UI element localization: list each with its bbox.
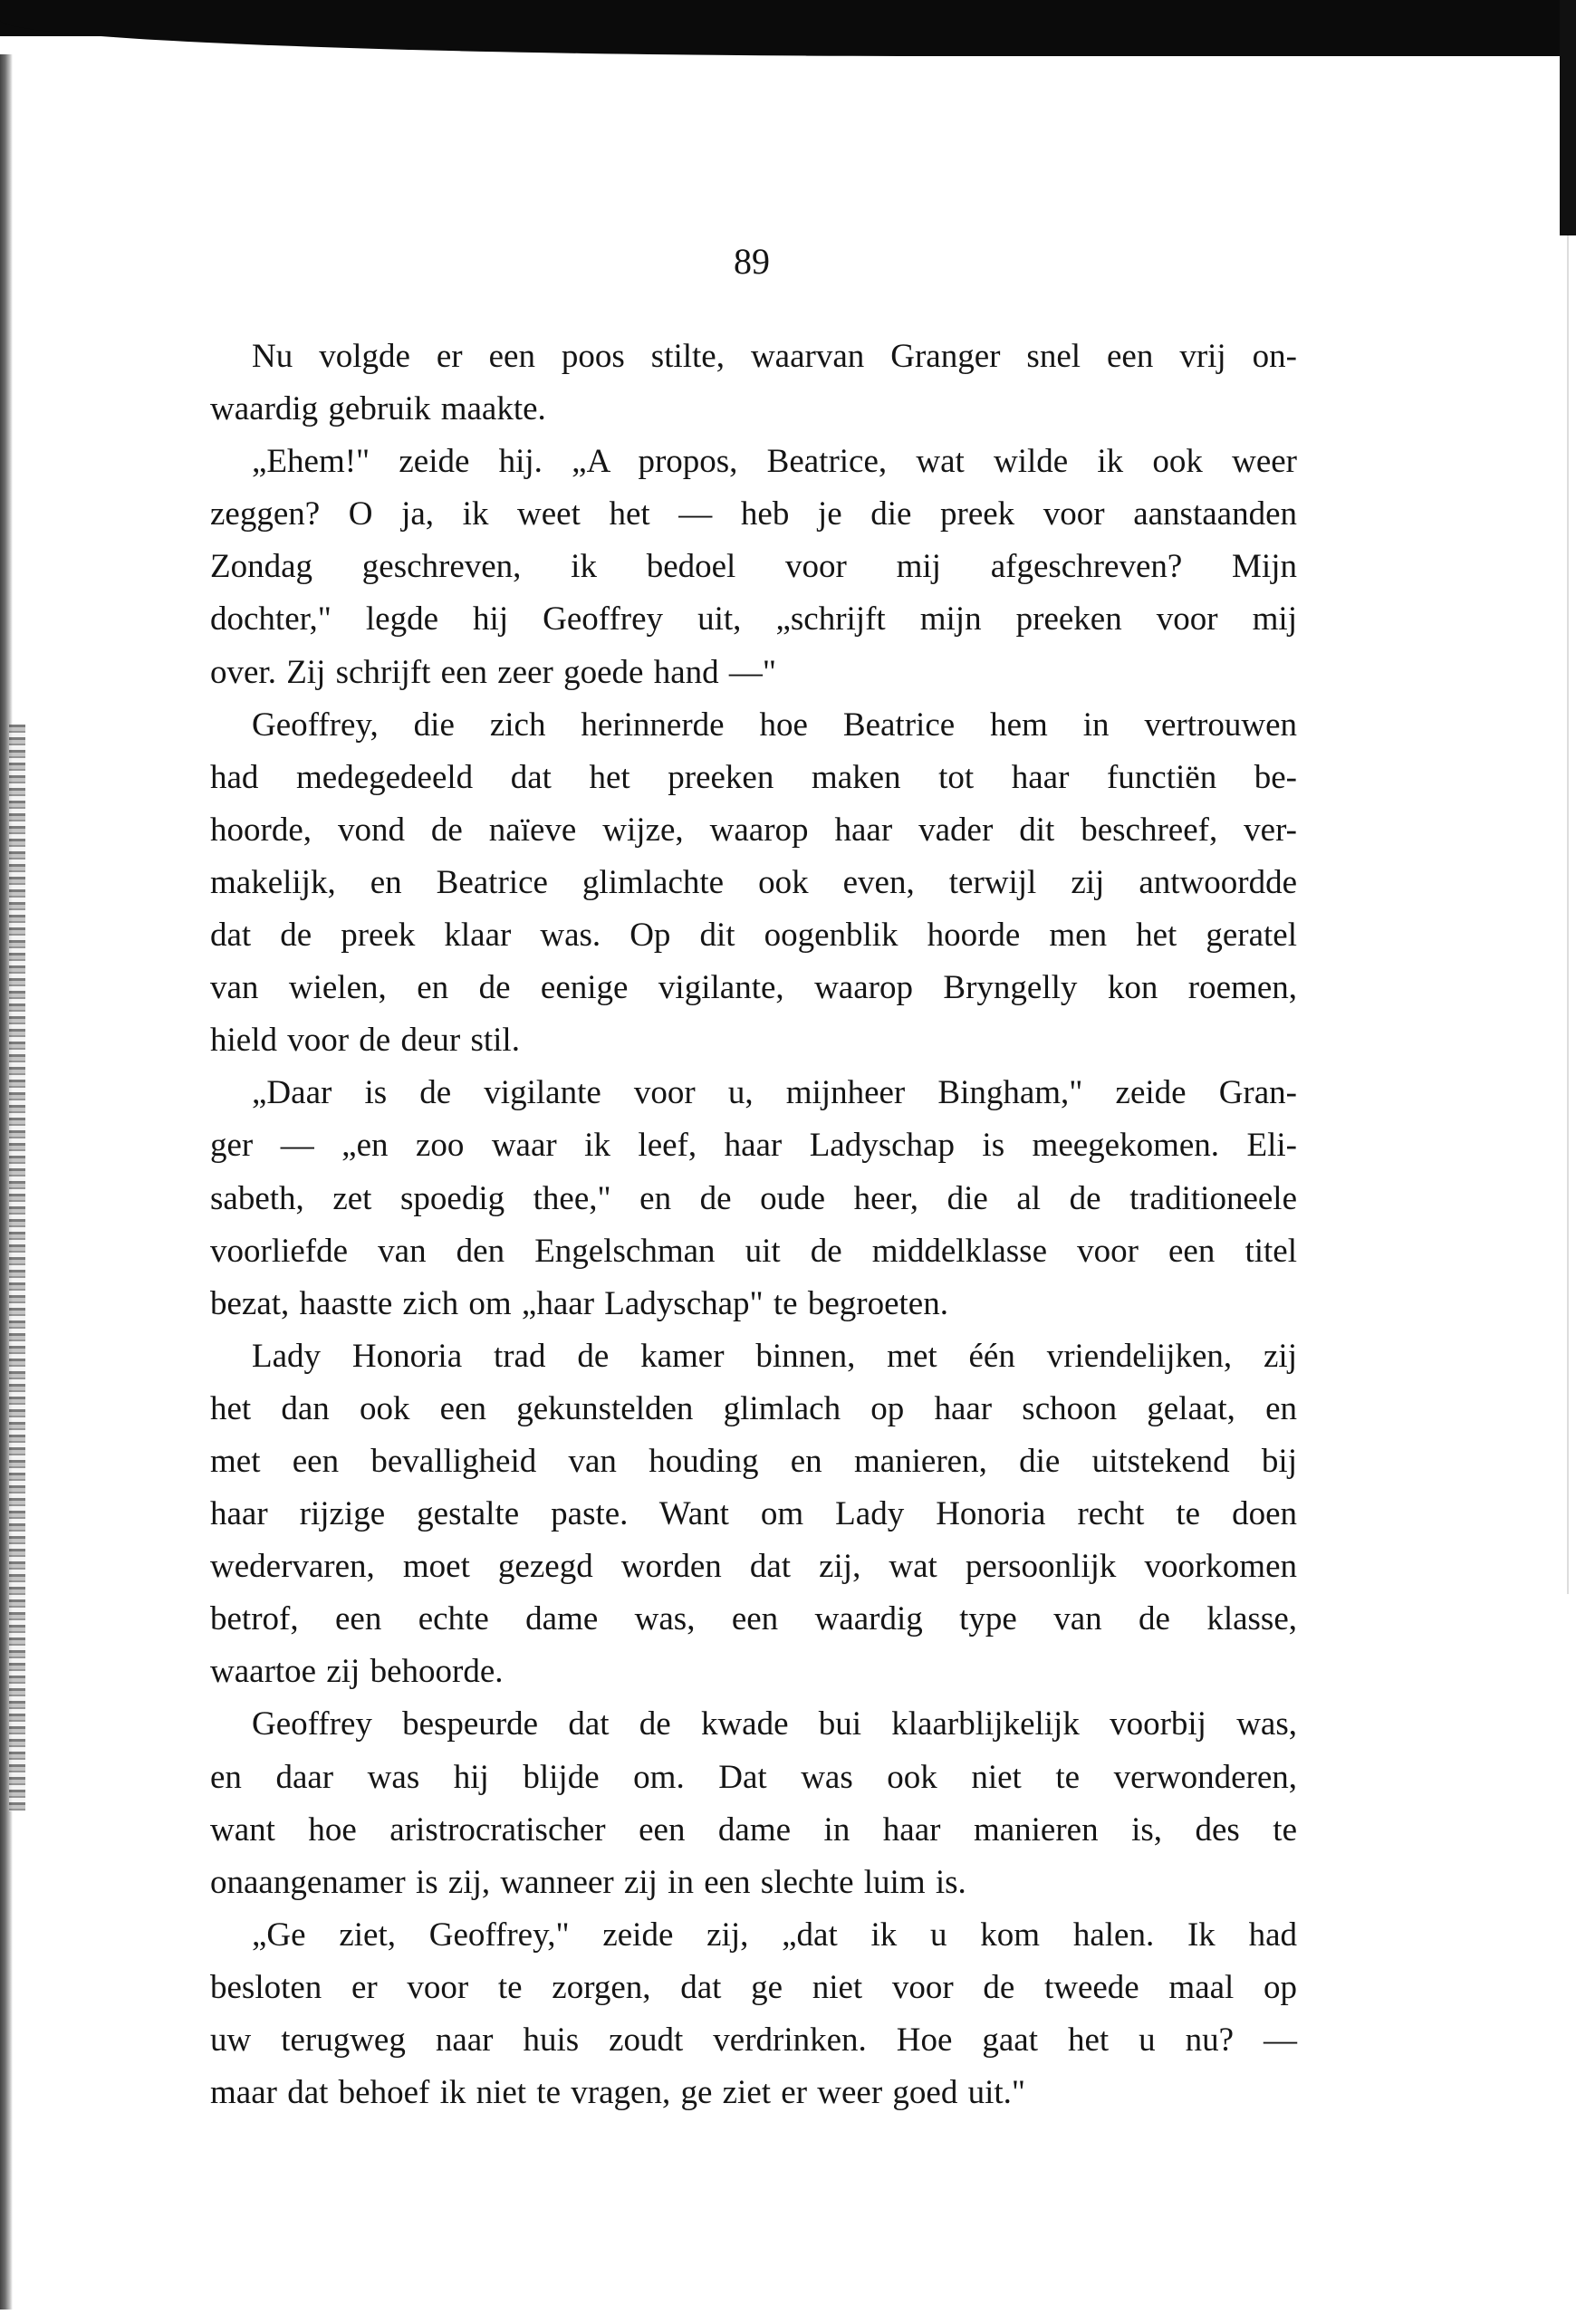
scan-left-binding: [9, 725, 25, 1811]
paragraph: [210, 699, 1297, 1068]
text-line: het dan ook een gekunstelden glimlach op haar schoon gelaat, en: [210, 1389, 1297, 1427]
text-line: Zondag geschreven, ik bedoel voor mij afgeschreven? Mijn: [210, 548, 1297, 586]
paragraph: [210, 331, 1297, 436]
paragraph: [210, 436, 1297, 698]
text-line: zeggen? O ja, ik weet het — heb je die preek voor aanstaanden: [210, 495, 1297, 533]
scan-right-edge: [1560, 0, 1576, 235]
text-line: wedervaren, moet gezegd worden dat zij, wat persoonlijk voorkomen: [210, 1548, 1297, 1586]
text-line: had medegedeeld dat het preeken maken tot haar functiën be-: [210, 758, 1297, 796]
text-line: uw terugweg naar huis zoudt verdrinken. Hoe gaat het u nu? —: [210, 2021, 1297, 2059]
text-line: sabeth, zet spoedig thee," en de oude heer, die al de traditioneele: [210, 1179, 1297, 1217]
text-line: van wielen, en de eenige vigilante, waarop Bryngelly kon roemen,: [210, 969, 1297, 1007]
text-line: hield voor de deur stil.: [210, 1022, 520, 1060]
body-text: [210, 331, 1297, 2119]
text-line: „Ge ziet, Geoffrey," zeide zij, „dat ik u kom halen. Ik had: [252, 1916, 1297, 1954]
text-line: Geoffrey bespeurde dat de kwade bui klaarblijkelijk voorbij was,: [252, 1705, 1297, 1743]
page-number: 89: [734, 241, 770, 282]
paragraph: [210, 1330, 1297, 1699]
text-line: „Daar is de vigilante voor u, mijnheer Bingham," zeide Gran-: [252, 1074, 1297, 1112]
scan-right-line: [1567, 235, 1569, 1594]
text-line: makelijk, en Beatrice glimlachte ook even, terwijl zij antwoordde: [210, 863, 1297, 901]
text-line: met een bevalligheid van houding en manieren, die uitstekend bij: [210, 1442, 1297, 1480]
text-line: waartoe zij behoorde.: [210, 1653, 504, 1691]
paragraph: [210, 1698, 1297, 1908]
text-line: onaangenamer is zij, wanneer zij in een slechte luim is.: [210, 1863, 966, 1901]
scan-top-border-curve: [0, 0, 1576, 56]
text-line: Geoffrey, die zich herinnerde hoe Beatrice hem in vertrouwen: [252, 706, 1297, 744]
text-line: haar rijzige gestalte paste. Want om Lady Honoria recht te doen: [210, 1495, 1297, 1533]
text-line: dochter," legde hij Geoffrey uit, „schrijft mijn preeken voor mij: [210, 600, 1297, 639]
text-line: „Ehem!" zeide hij. „A propos, Beatrice, wat wilde ik ook weer: [252, 443, 1297, 481]
text-line: en daar was hij blijde om. Dat was ook niet te verwonderen,: [210, 1758, 1297, 1796]
text-line: besloten er voor te zorgen, dat ge niet voor de tweede maal op: [210, 1968, 1297, 2006]
text-line: Nu volgde er een poos stilte, waarvan Granger snel een vrij on-: [252, 338, 1297, 375]
text-line: voorliefde van den Engelschman uit de middelklasse voor een titel: [210, 1232, 1297, 1270]
text-line: dat de preek klaar was. Op dit oogenblik hoorde men het geratel: [210, 917, 1297, 955]
text-line: over. Zij schrijft een zeer goede hand —": [210, 653, 776, 691]
text-line: Lady Honoria trad de kamer binnen, met één vriendelijken, zij: [252, 1337, 1297, 1375]
text-line: want hoe aristrocratischer een dame in haar manieren is, des te: [210, 1810, 1297, 1849]
paragraph: [210, 1909, 1297, 2119]
paragraph: [210, 1067, 1297, 1330]
text-line: ger — „en zoo waar ik leef, haar Ladyschap is meegekomen. Eli-: [210, 1127, 1297, 1165]
text-line: bezat, haastte zich om „haar Ladyschap" te begroeten.: [210, 1284, 948, 1322]
text-line: betrof, een echte dame was, een waardig type van de klasse,: [210, 1600, 1297, 1638]
text-line: maar dat behoef ik niet te vragen, ge ziet er weer goed uit.": [210, 2074, 1025, 2112]
text-line: hoorde, vond de naïeve wijze, waarop haar vader dit beschreef, ver-: [210, 811, 1297, 849]
text-line: waardig gebruik maakte.: [210, 390, 546, 428]
